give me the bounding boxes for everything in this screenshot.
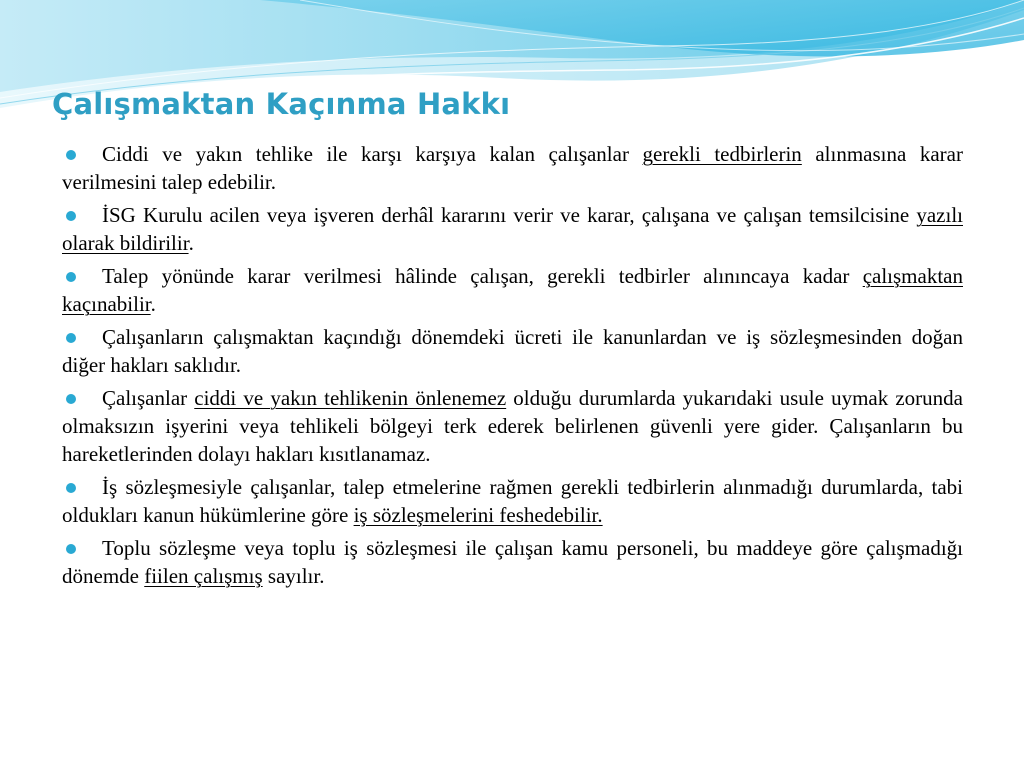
slide-title: Çalışmaktan Kaçınma Hakkı — [52, 87, 511, 121]
bullet-text: Talep yönünde karar verilmesi hâlinde çalışan, gerekli tedbirler alınıncaya kadar — [102, 264, 863, 288]
bullet-text: Çalışanların çalışmaktan kaçındığı dönemdeki ücreti ile kanunlardan ve iş sözleşmesinden doğan diğer hakları saklıdır. — [62, 325, 963, 377]
bullet-dot-icon — [66, 272, 76, 282]
bullet-list — [62, 140, 963, 595]
underlined-phrase: fiilen çalışmış — [144, 564, 263, 588]
bullet-dot-icon — [66, 483, 76, 493]
bullet-text: olduğu durumlarda yukarıdaki usule uymak zorunda olmaksızın işyerini veya tehlikeli bölgeyi terk ederek belirlenen güvenli yere gider. Çalışanların bu hareketlerinden dolayı hakları kısıtlanamaz. — [62, 386, 963, 466]
bullet-dot-icon — [66, 211, 76, 221]
bullet-item — [62, 534, 963, 590]
bullet-text: İş sözleşmesiyle çalışanlar, talep etmelerine rağmen gerekli tedbirlerin alınmadığı durumlarda, tabi oldukları kanun hükümlerine göre — [62, 475, 963, 527]
bullet-item — [62, 140, 963, 196]
bullet-item — [62, 262, 963, 318]
bullet-item — [62, 201, 963, 257]
underlined-phrase: çalışmaktan kaçınabilir — [62, 264, 963, 316]
bullet-text: alınmasına karar verilmesini talep edebilir. — [62, 142, 963, 194]
bullet-text: . — [150, 292, 156, 316]
bullet-dot-icon — [66, 333, 76, 343]
bullet-dot-icon — [66, 394, 76, 404]
underlined-phrase: yazılı olarak bildirilir — [62, 203, 963, 255]
bullet-item — [62, 384, 963, 468]
underlined-phrase: gerekli tedbirlerin — [642, 142, 802, 166]
bullet-dot-icon — [66, 150, 76, 160]
bullet-dot-icon — [66, 544, 76, 554]
bullet-text: Çalışanlar — [102, 386, 195, 410]
bullet-text: sayılır. — [262, 564, 325, 588]
bullet-text: Toplu sözleşme veya toplu iş sözleşmesi ile çalışan kamu personeli, bu maddeye göre çalışmadığı dönemde — [62, 536, 963, 588]
bullet-text: Ciddi ve yakın tehlike ile karşı karşıya kalan çalışanlar — [102, 142, 643, 166]
bullet-item — [62, 323, 963, 379]
underlined-phrase: ciddi ve yakın tehlikenin önlenemez — [194, 386, 507, 410]
bullet-item — [62, 473, 963, 529]
underlined-phrase: iş sözleşmelerini feshedebilir. — [353, 503, 603, 527]
bullet-text: İSG Kurulu acilen veya işveren derhâl kararını verir ve karar, çalışana ve çalışan temsilcisine — [102, 203, 917, 227]
bullet-text: . — [188, 231, 194, 255]
